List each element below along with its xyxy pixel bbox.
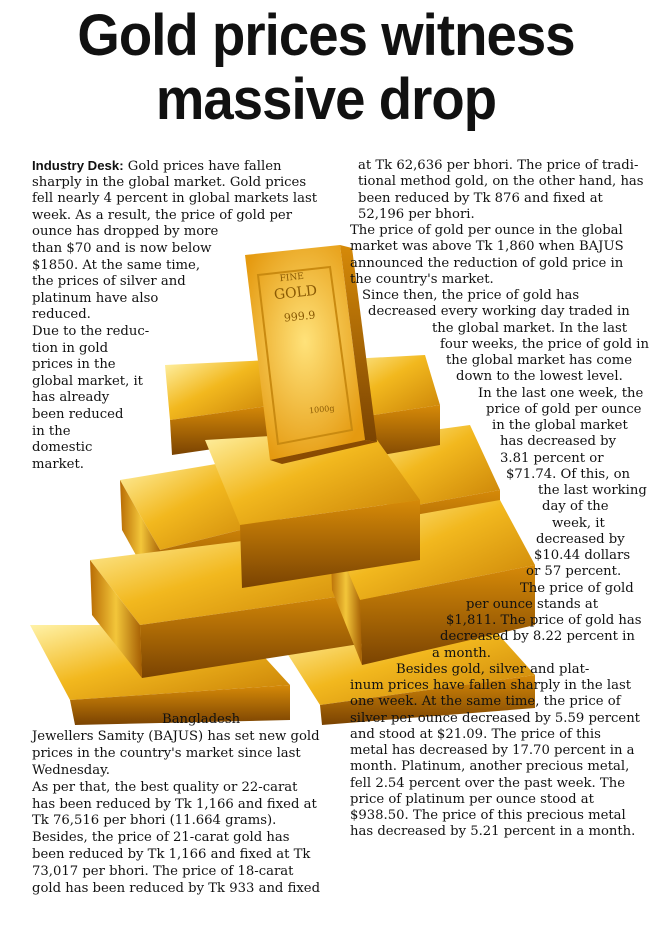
text-line (486, 402, 641, 418)
text-line-content: day of the (542, 499, 609, 515)
text-line (456, 369, 623, 385)
text-line (32, 424, 71, 440)
text-line-content: Wednesday. (32, 762, 110, 778)
text-line-content: reduced. (32, 307, 91, 323)
text-line-content: market. (32, 456, 84, 472)
text-line-content: fell nearly 4 percent in global markets last (32, 191, 318, 207)
text-line (350, 776, 625, 792)
text-line-content: decreased by 8.22 percent in (440, 629, 635, 645)
text-line (350, 694, 621, 710)
text-line (350, 759, 629, 775)
text-line-content: has decreased by 5.21 percent in a month. (350, 824, 636, 840)
text-line-content: ounce has dropped by more (32, 224, 219, 240)
text-line (32, 175, 306, 191)
text-line (538, 483, 647, 499)
text-line-content: been reduced by Tk 876 and fixed at (358, 190, 603, 206)
text-line (440, 629, 635, 645)
text-line (446, 353, 632, 369)
text-line (32, 324, 149, 340)
text-line (350, 223, 623, 239)
text-line (358, 207, 475, 223)
text-line (32, 797, 317, 813)
text-line-content: $71.74. Of this, on (506, 466, 631, 482)
text-line (506, 467, 630, 483)
text-line (32, 780, 297, 796)
text-line-content: Due to the reduc- (32, 324, 150, 339)
text-line (32, 847, 310, 863)
text-line (32, 830, 290, 846)
headline-line-1: Gold prices witness (77, 3, 575, 68)
text-line-content: Jewellers Samity (BAJUS) has set new gold (32, 728, 320, 744)
text-line (542, 499, 609, 515)
text-line-content: market was above Tk 1,860 when BAJUS (350, 239, 624, 255)
text-line-content: domestic (32, 440, 93, 456)
text-line-content: prices in the (32, 357, 116, 373)
text-line-content: a month. (432, 645, 491, 661)
text-line-content: been reduced by Tk 1,166 and fixed at Tk (32, 847, 311, 863)
text-line (358, 174, 644, 190)
text-line (32, 158, 282, 175)
text-line-content: $1850. At the same time, (32, 257, 201, 273)
text-line-content: four weeks, the price of gold in (440, 336, 649, 352)
text-line (32, 258, 200, 274)
text-line (32, 390, 109, 406)
text-line (32, 224, 218, 240)
text-line-content: been reduced (32, 407, 124, 422)
text-line (32, 357, 116, 373)
text-line-content: The price of gold (520, 580, 634, 596)
text-line-content: As per that, the best quality or 22-carat (32, 779, 298, 795)
text-line-content: gold has been reduced by Tk 933 and fixed (32, 881, 321, 896)
text-line-content: decreased every working day traded in (368, 304, 630, 320)
text-line (32, 813, 276, 829)
text-line-content: 73,017 per bhori. The price of 18-carat (32, 864, 294, 880)
text-line-content: price of gold per ounce (486, 401, 642, 417)
text-line-content: the global market. In the last (432, 320, 628, 336)
text-line-content: week, it (552, 515, 605, 531)
text-line (368, 304, 630, 320)
text-line (350, 678, 631, 694)
text-line (396, 662, 589, 678)
text-line (32, 291, 158, 307)
text-line (350, 256, 623, 272)
text-line-content: Besides, the price of 21-carat gold has (32, 830, 290, 846)
text-line-content: has been reduced by Tk 1,166 and fixed at (32, 796, 317, 812)
text-line-content: metal has decreased by 17.70 percent in a (350, 743, 635, 758)
text-line-content: tional method gold, on the other hand, has (358, 174, 644, 190)
text-line (32, 407, 123, 423)
text-line (526, 564, 621, 580)
text-line (32, 241, 211, 257)
bar-mark-fine: FINE (279, 271, 305, 285)
text-line (32, 763, 110, 779)
text-line-content: or 57 percent. (526, 564, 622, 580)
text-line-content: week. As a result, the price of gold per (32, 207, 293, 223)
text-line (534, 548, 630, 564)
text-line-content: Tk 76,516 per bhori (11.664 grams). (32, 813, 277, 829)
text-line-content: has already (32, 390, 110, 406)
text-line-content: at Tk 62,636 per bhori. The price of tradi- (358, 158, 639, 173)
text-line (32, 341, 108, 357)
text-line-content: announced the reduction of gold price in (350, 255, 624, 271)
text-line-content: has decreased by (500, 434, 617, 450)
text-line (350, 743, 635, 759)
text-line (350, 808, 626, 824)
bar-mark-gold: GOLD (273, 282, 318, 304)
text-line (32, 208, 292, 224)
text-line (362, 288, 579, 304)
text-line-content: the country's market. (350, 271, 494, 287)
text-line (466, 597, 598, 613)
text-line (432, 646, 491, 662)
text-line (358, 158, 638, 174)
text-line-content: $938.50. The price of this precious metal (350, 808, 626, 823)
text-line-content: Besides gold, silver and plat- (396, 661, 590, 677)
text-line (350, 272, 494, 288)
text-line-content: the prices of silver and (32, 274, 186, 290)
text-line (32, 864, 293, 880)
bar-mark-purity: 999.9 (283, 308, 316, 325)
text-line-content: month. Platinum, another precious metal, (350, 759, 630, 775)
text-line-content: 3.81 percent or (500, 450, 604, 466)
text-line-content: tion in gold (32, 340, 109, 356)
text-line-content: the last working (538, 483, 647, 498)
text-line (492, 418, 628, 434)
headline-line-2: massive drop (155, 67, 497, 132)
text-line-content: decreased by (536, 531, 625, 547)
text-line-content: 52,196 per bhori. (358, 206, 475, 222)
text-line (32, 881, 320, 897)
text-line-content: Gold prices have fallen (123, 159, 282, 174)
text-line-content: per ounce stands at (466, 596, 599, 612)
text-line-content: in the (32, 423, 71, 439)
text-line (350, 711, 640, 727)
text-line (432, 321, 627, 337)
text-line-content: global market, it (32, 373, 143, 389)
text-line-content: down to the lowest level. (456, 369, 623, 385)
bar-mark-weight: 1000g (308, 403, 335, 416)
text-line (350, 792, 594, 808)
text-line (440, 337, 649, 353)
text-line-content: than $70 and is now below (32, 241, 212, 256)
text-line (350, 824, 635, 840)
text-line (32, 307, 91, 323)
text-line (32, 457, 84, 473)
text-line-content: In the last one week, the (478, 385, 644, 401)
text-line-content: prices in the country's market since last (32, 745, 301, 761)
text-line (350, 239, 624, 255)
text-line (446, 613, 642, 629)
text-line-content: platinum have also (32, 290, 159, 306)
text-line (32, 374, 143, 390)
text-line (358, 191, 603, 207)
text-line-content: $10.44 dollars (534, 548, 631, 563)
text-line-content: $1,811. The price of gold has (446, 613, 642, 628)
text-line-content: one week. At the same time, the price of (350, 694, 621, 710)
text-line (32, 274, 186, 290)
text-line-content: sharply in the global market. Gold prices (32, 174, 307, 190)
text-line-content: inum prices have fallen sharply in the last (350, 678, 632, 693)
text-line (32, 191, 317, 207)
text-line (520, 581, 634, 597)
text-line (500, 434, 616, 450)
text-line (500, 451, 604, 467)
text-line-content: in the global market (492, 418, 628, 433)
text-line (162, 712, 240, 728)
text-line-content: and stood at $21.09. The price of this (350, 726, 601, 742)
text-line-content: The price of gold per ounce in the global (350, 223, 623, 238)
byline: Industry Desk: (32, 158, 124, 173)
text-line (536, 532, 625, 548)
text-line (350, 727, 601, 743)
text-line (478, 386, 643, 402)
text-line (552, 516, 605, 532)
text-line-content: fell 2.54 percent over the past week. The (350, 775, 625, 791)
text-line-content: Since then, the price of gold has (362, 288, 580, 303)
text-line-content: price of platinum per ounce stood at (350, 791, 594, 807)
headline (20, 4, 633, 132)
text-line-content: Bangladesh (162, 712, 241, 727)
text-line (32, 440, 92, 456)
text-line-content: the global market has come (446, 353, 633, 368)
text-line-content: silver per ounce decreased by 5.59 percent (350, 710, 640, 726)
text-line (32, 746, 301, 762)
text-line (32, 729, 320, 745)
